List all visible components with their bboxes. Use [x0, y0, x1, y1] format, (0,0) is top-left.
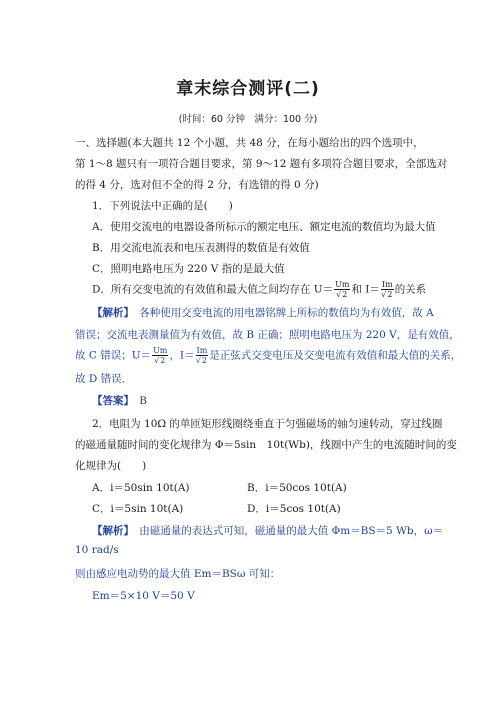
sqrt-symbol: √2 — [381, 290, 393, 299]
fraction-im-over-sqrt2: $\frac{Im}{√2}$ — [195, 346, 208, 365]
answer-value: B — [139, 395, 147, 407]
q1-option-a: A．使用交流电的电器设备所标示的额定电压、额定电流的数值均为最大值 — [92, 221, 436, 233]
q2-option-a: A．i＝50sin 10t(A) — [92, 482, 190, 494]
fraction-im-over-sqrt2 — [381, 280, 394, 299]
instructions-line-3: 的得 4 分，选对但不全的得 2 分，有选错的得 0 分) — [75, 179, 319, 191]
q1-option-b: B．用交流电流表和电压表测得的数值是有效值 — [92, 242, 310, 254]
q1-option-c: C．照明电路电压为 220 V 指的是最大值 — [92, 263, 285, 275]
q1-answer — [92, 393, 147, 408]
q1-analysis-line-1: 【解析】 各种使用交变电流的用电器铭牌上所标的数值均为有效值，故 A — [92, 307, 434, 319]
q2-option-d: D．i＝5cos 10t(A) — [247, 503, 341, 515]
q2-analysis-line-2: 10 rad/s — [75, 544, 119, 556]
q2-stem-line-3: 化规律为( ) — [75, 460, 147, 472]
q2-analysis-line-1: 【解析】 由磁通量的表达式可知，磁通量的最大值 Φm＝BS＝5 Wb，ω＝ — [92, 525, 444, 537]
fraction-numerator: Im — [381, 280, 393, 289]
fraction-numerator: Um — [335, 280, 350, 289]
q1-analysis-line-2: 错误；交流电表测量值为有效值，故 B 正确；照明电路电压为 220 V，是有效值， — [75, 329, 460, 341]
instructions-line-1: 一、选择题(本大题共 12 个小题，共 48 分，在每小题给出的四个选项中， — [75, 137, 424, 149]
analysis-tag: 【解析】 — [92, 307, 129, 319]
q1-analysis-line-4: 故 D 错误． — [75, 373, 133, 385]
sqrt-symbol: √2 — [336, 290, 348, 299]
fraction-um-over-sqrt2 — [334, 280, 350, 299]
q1-option-d-text-pre: D．所有交变电流的有效值和最大值之间均存在 U＝ — [92, 283, 334, 296]
fraction-um-over-sqrt2: $\frac{Um}{√2}$ — [153, 346, 168, 365]
q2-stem-line-2: 的磁通量随时间的变化规律为 Φ＝5sin 10t(Wb)，线圈中产生的电流随时间的变 — [75, 439, 457, 451]
answer-tag: 【答案】 — [92, 395, 129, 407]
q2-option-b: B．i＝50cos 10t(A) — [247, 482, 347, 494]
page-subtitle: (时间：60 分钟 满分：100 分) — [178, 114, 318, 125]
analysis-tag: 【解析】 — [92, 525, 129, 537]
q2-analysis-line-4: Em＝5×10 V＝50 V — [92, 590, 195, 602]
q2-analysis-line-3: 则由感应电动势的最大值 Em＝BSω 可知： — [75, 568, 281, 580]
page-title: 章末综合测评(二) — [176, 79, 320, 99]
q1-option-d-text-mid: 和 I＝ — [351, 283, 380, 296]
q1-analysis-line-3: 故 C 错误；U＝ $\frac{Um}{√2}$ ，I＝ $\frac{Im}{√2}$ 是正弦式交变电压及交变电流有效值和最大值的关系， — [75, 346, 462, 365]
q2-option-c: C．i＝5sin 10t(A) — [92, 503, 184, 515]
instructions-line-2: 第 1～8 题只有一项符合题目要求，第 9～12 题有多项符合题目要求，全部选对 — [75, 158, 448, 170]
q1-stem: 1．下列说法中正确的是( ) — [92, 200, 233, 212]
q1-option-d — [92, 280, 426, 299]
q1-option-d-text-post: 的关系 — [394, 283, 427, 296]
q2-stem-line-1: 2．电阻为 10Ω 的单匝矩形线圈绕垂直于匀强磁场的轴匀速转动，穿过线圈 — [92, 418, 443, 430]
